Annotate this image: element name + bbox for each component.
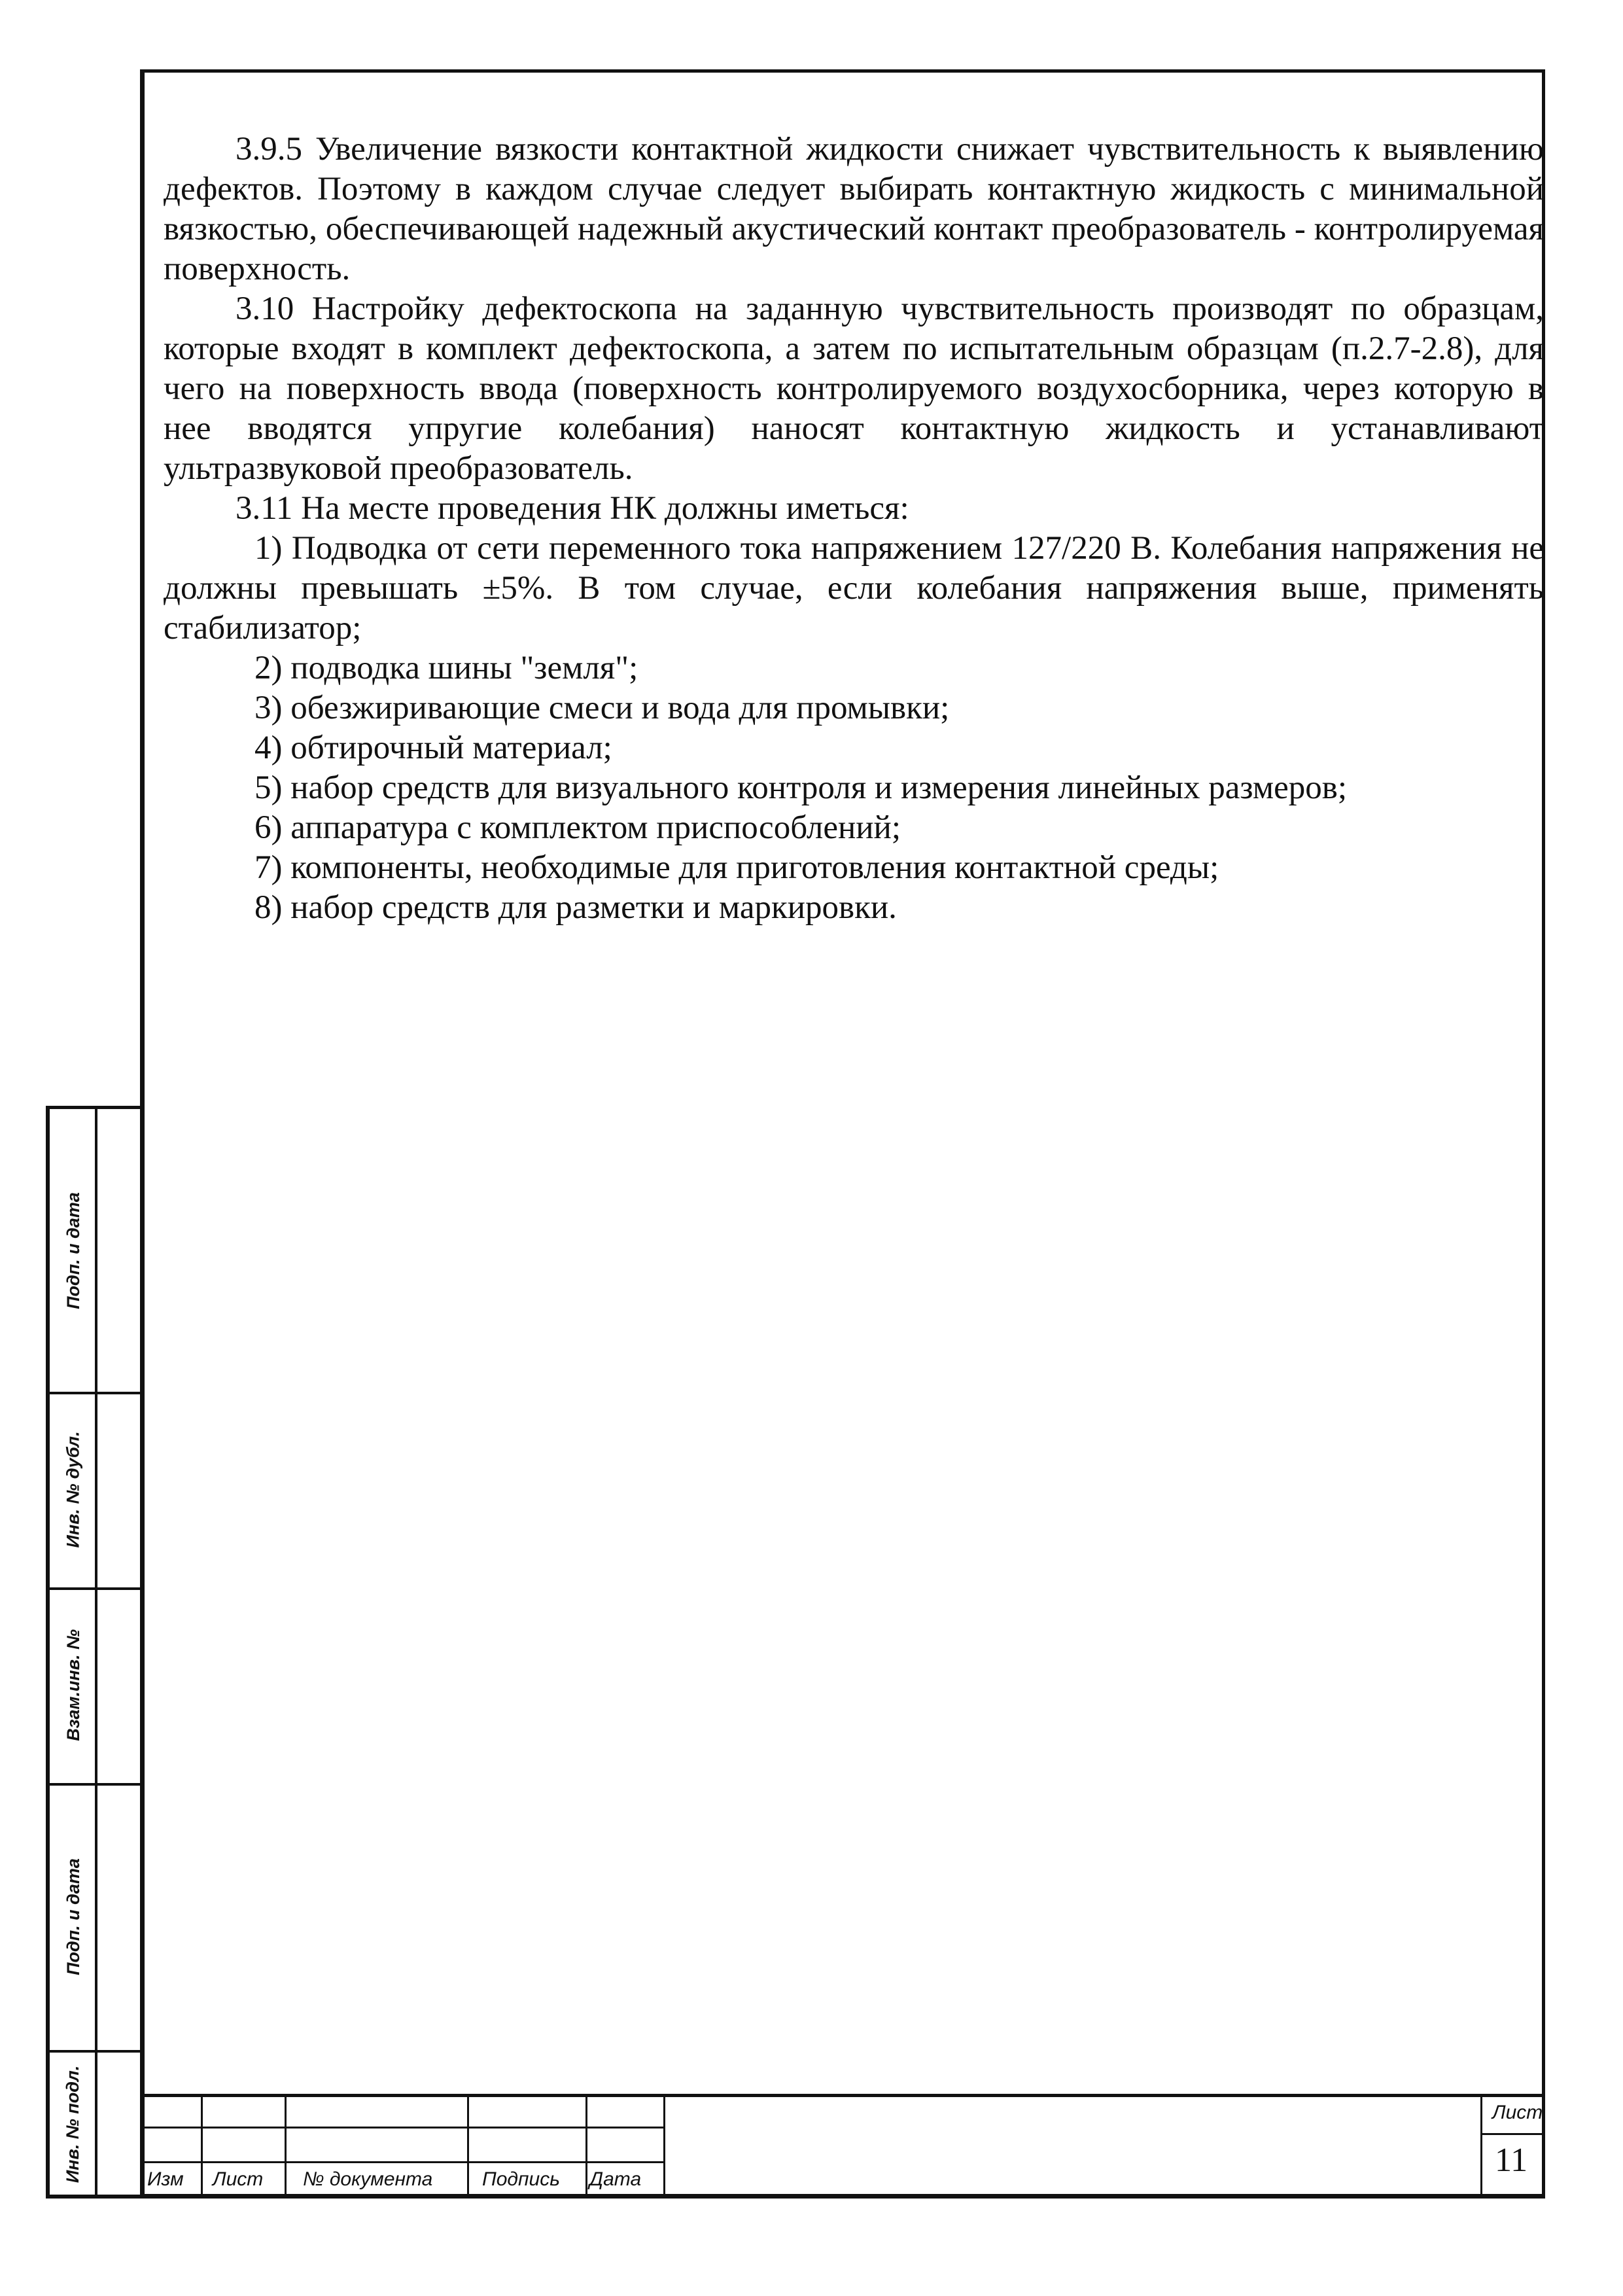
list-item-4: 4) обтирочный материал; (254, 730, 612, 766)
caption-list: Лист (213, 2168, 264, 2190)
list-item-7: 7) компоненты, необходимые для приготовления контактной среды; (254, 849, 1219, 886)
label-podp-data-bottom: Подп. и дата (63, 1858, 83, 1975)
list-item-1: 1) Подводка от сети переменного тока напряжением 127/220 В. Колебания напряжения не должны превышать ±5%. В том случае, если колебания напряжения выше, применять стабилизатор; (164, 530, 1544, 646)
list-item-8: 8) набор средств для разметки и маркировки. (254, 889, 897, 926)
label-podp-data-top: Подп. и дата (63, 1192, 83, 1309)
list-item-3: 3) обезжиривающие смеси и вода для промывки; (254, 690, 950, 726)
paragraph-3-11: 3.11 На месте проведения НК должны иметься: (236, 490, 909, 527)
title-block-col-line (201, 2094, 203, 2194)
list-item-2: 2) подводка шины "земля"; (254, 650, 638, 686)
caption-podpis: Подпись (482, 2168, 560, 2190)
title-block (145, 2094, 1542, 2194)
paragraph-3-9-5: 3.9.5 Увеличение вязкости контактной жидкости снижает чувствительность к выявлению дефектов. Поэтому в каждом случае следует выбирать контактную жидкость с минимальной вязкостью, обеспечивающей надежный акустический контакт преобразователь - контролируемая поверхность. (164, 131, 1544, 287)
label-vzam-inv: Взам.инв. № (63, 1629, 83, 1741)
title-block-top-line (145, 2094, 1542, 2097)
label-inv-dubl: Инв. № дубл. (63, 1431, 83, 1548)
side-stamp (46, 1106, 145, 2199)
title-block-col-line (663, 2094, 665, 2194)
label-inv-podl: Инв. № подл. (63, 2065, 83, 2183)
title-block-col-line (1480, 2094, 1482, 2194)
caption-sheet: Лист (1492, 2102, 1543, 2123)
title-block-col-line (467, 2094, 469, 2194)
list-item-6: 6) аппаратура с комплектом приспособлений; (254, 809, 901, 846)
caption-doc-no: № документа (303, 2168, 433, 2190)
caption-izm: Изм (147, 2168, 184, 2190)
title-block-col-line (585, 2094, 587, 2194)
paragraph-3-10: 3.10 Настройку дефектоскопа на заданную чувствительность производят по образцам, которые входят в комплект дефектоскопа, а затем по испытательным образцам (п.2.7-2.8), для чего на поверхность ввода (поверхность контролируемого воздухосборника, через которую в нее вводятся упругие колебания) наносят контактную жидкость и устанавливают ультразвуковой преобразователь. (164, 291, 1544, 487)
sheet-cell-line (1480, 2133, 1542, 2135)
document-body (164, 130, 1544, 928)
side-stamp-divider (95, 1109, 97, 2195)
list-item-5: 5) набор средств для визуального контроля и измерения линейных размеров; (254, 769, 1348, 806)
caption-data: Дата (589, 2168, 642, 2190)
title-block-col-line (285, 2094, 287, 2194)
sheet-number: 11 (1495, 2142, 1528, 2179)
